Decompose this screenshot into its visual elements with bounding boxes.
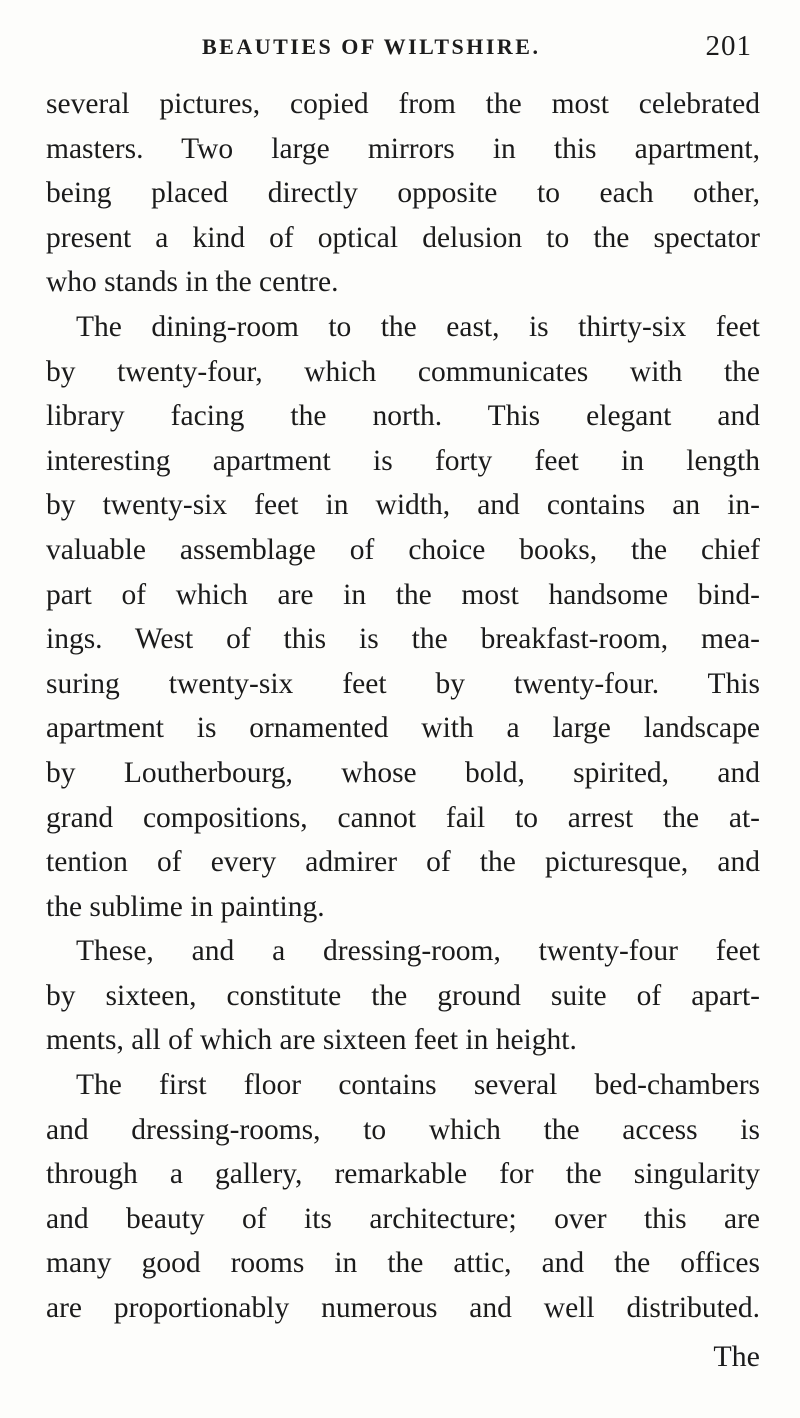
- text-line: suring twenty-six feet by twenty-four. This: [46, 667, 760, 700]
- text-line: tention of every admirer of the picturesque, and: [46, 846, 760, 879]
- text-line: The dining-room to the east, is thirty-six feet: [76, 310, 760, 343]
- text-line: ings. West of this is the breakfast-room, mea-: [46, 623, 760, 656]
- text-line: present a kind of optical delusion to the spectator: [46, 221, 760, 254]
- text-line: who stands in the centre.: [46, 266, 339, 299]
- text-line: library facing the north. This elegant and: [46, 400, 760, 433]
- text-line: masters. Two large mirrors in this apartment,: [46, 132, 760, 165]
- text-line: The first floor contains several bed-chambers: [76, 1069, 760, 1102]
- text-line: through a gallery, remarkable for the singularity: [46, 1158, 760, 1191]
- text-line: by Loutherbourg, whose bold, spirited, and: [46, 756, 760, 789]
- running-title: BEAUTIES OF WILTSHIRE.: [202, 34, 541, 59]
- running-head: [0, 30, 800, 70]
- text-line: apartment is ornamented with a large landscape: [46, 712, 760, 745]
- text-line: and beauty of its architecture; over this are: [46, 1202, 760, 1235]
- text-line: valuable assemblage of choice books, the chief: [46, 533, 760, 566]
- body-text: [46, 82, 760, 1331]
- text-line: being placed directly opposite to each other,: [46, 177, 760, 210]
- text-line: by sixteen, constitute the ground suite of apart-: [46, 979, 760, 1012]
- text-line: interesting apartment is forty feet in length: [46, 444, 760, 477]
- text-line: part of which are in the most handsome bind-: [46, 578, 760, 611]
- text-line: by twenty-four, which communicates with the: [46, 355, 760, 388]
- text-line: and dressing-rooms, to which the access is: [46, 1113, 760, 1146]
- text-line: the sublime in painting.: [46, 890, 325, 923]
- catchword: The: [713, 1340, 760, 1373]
- text-line: These, and a dressing-room, twenty-four feet: [76, 935, 760, 968]
- text-line: are proportionably numerous and well distributed.: [46, 1292, 760, 1325]
- text-line: ments, all of which are sixteen feet in height.: [46, 1024, 577, 1057]
- text-line: many good rooms in the attic, and the offices: [46, 1247, 760, 1280]
- text-line: by twenty-six feet in width, and contains an in-: [46, 489, 760, 522]
- text-line: grand compositions, cannot fail to arrest the at-: [46, 801, 760, 834]
- page-number: 201: [705, 30, 752, 62]
- text-line: several pictures, copied from the most celebrated: [46, 88, 760, 120]
